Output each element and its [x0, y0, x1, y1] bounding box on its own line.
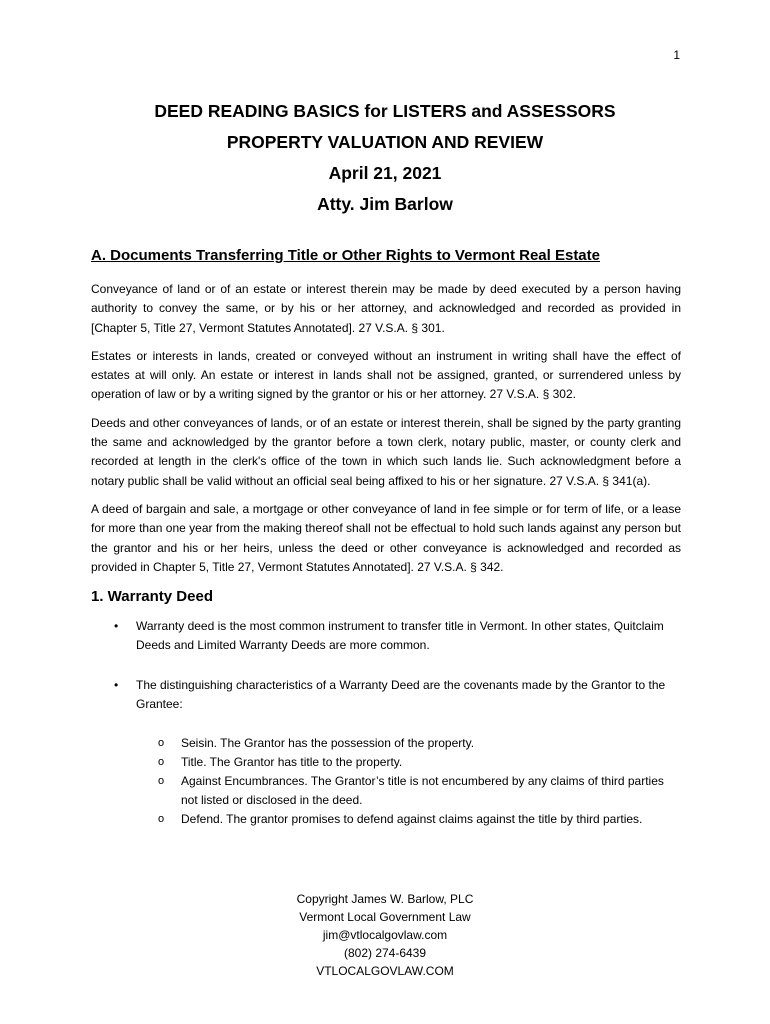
circle-bullet-icon: o [158, 812, 165, 825]
page-number: 1 [673, 48, 680, 62]
document-body [91, 246, 681, 828]
bullet-icon: • [114, 619, 119, 634]
paragraph-estates: Estates or interests in lands, created or conveyed without an instrument in writing shall have the effect of estates at will only. An estate or interest in lands shall not be assigned, granted, or surrendered unless by operation of law or by a writing signed by the grantor or his or her attorney. 27 V.S.A. § 302. [91, 348, 681, 402]
title-author: Atty. Jim Barlow [317, 194, 453, 214]
document-title [0, 96, 770, 220]
title-line-2: PROPERTY VALUATION AND REVIEW [226, 132, 544, 152]
list-item [91, 676, 681, 715]
list-item [91, 617, 681, 656]
footer-email: jim@vtlocalgovlaw.com [322, 928, 448, 942]
warranty-deed-bullets [91, 617, 681, 714]
footer-phone: (802) 274-6439 [343, 946, 427, 960]
covenant-title: Title. The Grantor has title to the property. [181, 755, 403, 770]
paragraph-deeds: Deeds and other conveyances of lands, or of an estate or interest therein, shall be signed by the party granting the same and acknowledged by the grantor before a town clerk, notary public, master, or county clerk and recorded at length in the clerk's office of the town in which such lands lie. Such acknowledgment before a notary public shall be valid without an official seal being affixed to his or her signature. 27 V.S.A. § 341(a). [91, 415, 681, 488]
title-line-1: DEED READING BASICS for LISTERS and ASSESSORS [154, 101, 616, 121]
covenant-seisin: Seisin. The Grantor has the possession of the property. [181, 736, 475, 751]
footer-copyright: Copyright James W. Barlow, PLC [296, 892, 474, 906]
bullet-icon: • [114, 677, 119, 692]
covenant-defend: Defend. The grantor promises to defend against claims against the title by third parties. [181, 811, 643, 826]
list-item [91, 734, 681, 753]
footer-website: VTLOCALGOVLAW.COM [316, 964, 454, 978]
bullet-text: The distinguishing characteristics of a Warranty Deed are the covenants made by the Grantor to the Grantee: [136, 677, 666, 712]
paragraph-conveyance: Conveyance of land or of an estate or interest therein may be made by deed executed by a person having authority to convey the same, or by his or her attorney, and acknowledged and recorded as provided in [Chapter 5, Title 27, Vermont Statutes Annotated]. 27 V.S.A. § 301. [91, 282, 681, 335]
list-item [91, 772, 681, 810]
list-item [91, 753, 681, 772]
section-a-heading: A. Documents Transferring Title or Other Rights to Vermont Real Estate [91, 247, 600, 264]
circle-bullet-icon: o [158, 756, 165, 769]
list-item [91, 810, 681, 829]
covenant-list [91, 734, 681, 828]
title-date: April 21, 2021 [328, 163, 442, 183]
paragraph-bargain-sale: A deed of bargain and sale, a mortgage or other conveyance of land in fee simple or for term of life, or a lease for more than one year from the making thereof shall not be effectual to hold such lands against any person but the grantor and his or her heirs, unless the deed or other conveyance is acknowledged and recorded as provided in Chapter 5, Title 27, Vermont Statutes Annotated]. 27 V.S.A. § 342. [91, 501, 681, 574]
covenant-encumbrances: Against Encumbrances. The Grantor’s title is not encumbered by any claims of third parties not listed or disclosed in the deed. [181, 773, 664, 807]
bullet-text: Warranty deed is the most common instrument to transfer title in Vermont. In other states, Quitclaim Deeds and Limited Warranty Deeds are more common. [136, 619, 664, 653]
footer-firm: Vermont Local Government Law [299, 910, 471, 924]
warranty-deed-heading: 1. Warranty Deed [91, 588, 213, 606]
circle-bullet-icon: o [158, 737, 165, 750]
page-footer [0, 890, 770, 980]
circle-bullet-icon: o [158, 774, 165, 787]
